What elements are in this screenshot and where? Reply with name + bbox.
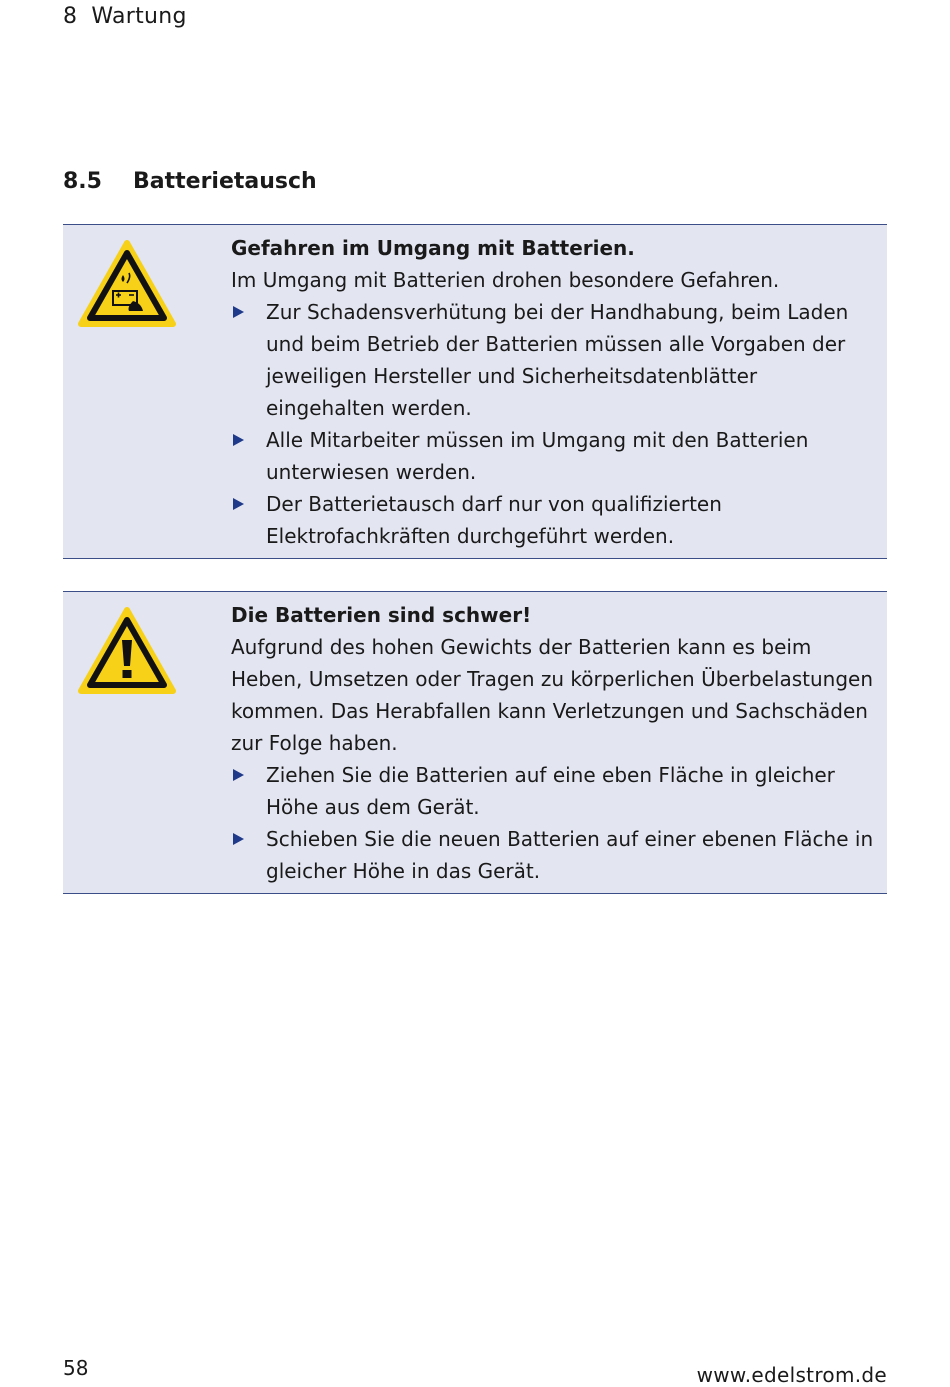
- warning-box-battery-hazards: [63, 224, 887, 559]
- warning-title: Die Batterien sind schwer!: [231, 603, 532, 627]
- warning-text: Aufgrund des hohen Gewichts der Batterien kann es beim Heben, Umsetzen oder Tragen zu körperlichen Überbelastungen kommen. Das Herabfallen kann Verletzungen und Sachschäden zur Folge haben.: [231, 635, 874, 755]
- page-number: 58: [63, 1356, 89, 1380]
- list-item: [231, 296, 881, 424]
- warning-bullet-list: [231, 759, 881, 887]
- list-item-text: Zur Schadensverhütung bei der Handhabung, beim Laden und beim Betrieb der Batterien müssen alle Vorgaben der jeweiligen Hersteller und Sicherheitsdatenblätter eingehalten werden.: [266, 300, 849, 420]
- list-item-text: Ziehen Sie die Batterien auf eine eben Fläche in gleicher Höhe aus dem Gerät.: [266, 763, 835, 819]
- warning-content: [231, 232, 881, 552]
- list-item: [231, 759, 881, 823]
- triangle-bullet-icon: [233, 434, 244, 446]
- list-item-text: Alle Mitarbeiter müssen im Umgang mit den Batterien unterwiesen werden.: [266, 428, 809, 484]
- list-item: [231, 488, 881, 552]
- warning-text: Im Umgang mit Batterien drohen besondere Gefahren.: [231, 268, 780, 292]
- triangle-bullet-icon: [233, 306, 244, 318]
- list-item-text: Der Batterietausch darf nur von qualifizierten Elektrofachkräften durchgeführt werden.: [266, 492, 722, 548]
- list-item-text: Schieben Sie die neuen Batterien auf einer ebenen Fläche in gleicher Höhe in das Gerät.: [266, 827, 874, 883]
- list-item: [231, 823, 881, 887]
- warning-content: [231, 599, 881, 887]
- section-title: Batterietausch: [133, 169, 317, 194]
- warning-box-heavy-batteries: [63, 591, 887, 894]
- list-item: [231, 424, 881, 488]
- section-number: 8.5: [63, 169, 102, 194]
- chapter-title: Wartung: [91, 4, 187, 29]
- footer-website: www.edelstrom.de: [696, 1363, 887, 1387]
- triangle-bullet-icon: [233, 833, 244, 845]
- chapter-number: 8: [63, 4, 78, 29]
- warning-title: Gefahren im Umgang mit Batterien.: [231, 236, 635, 260]
- section-heading: [63, 169, 317, 194]
- triangle-bullet-icon: [233, 769, 244, 781]
- battery-hazard-icon: [77, 239, 177, 329]
- chapter-header: [63, 4, 187, 29]
- warning-bullet-list: [231, 296, 881, 552]
- general-warning-icon: [77, 606, 177, 696]
- triangle-bullet-icon: [233, 498, 244, 510]
